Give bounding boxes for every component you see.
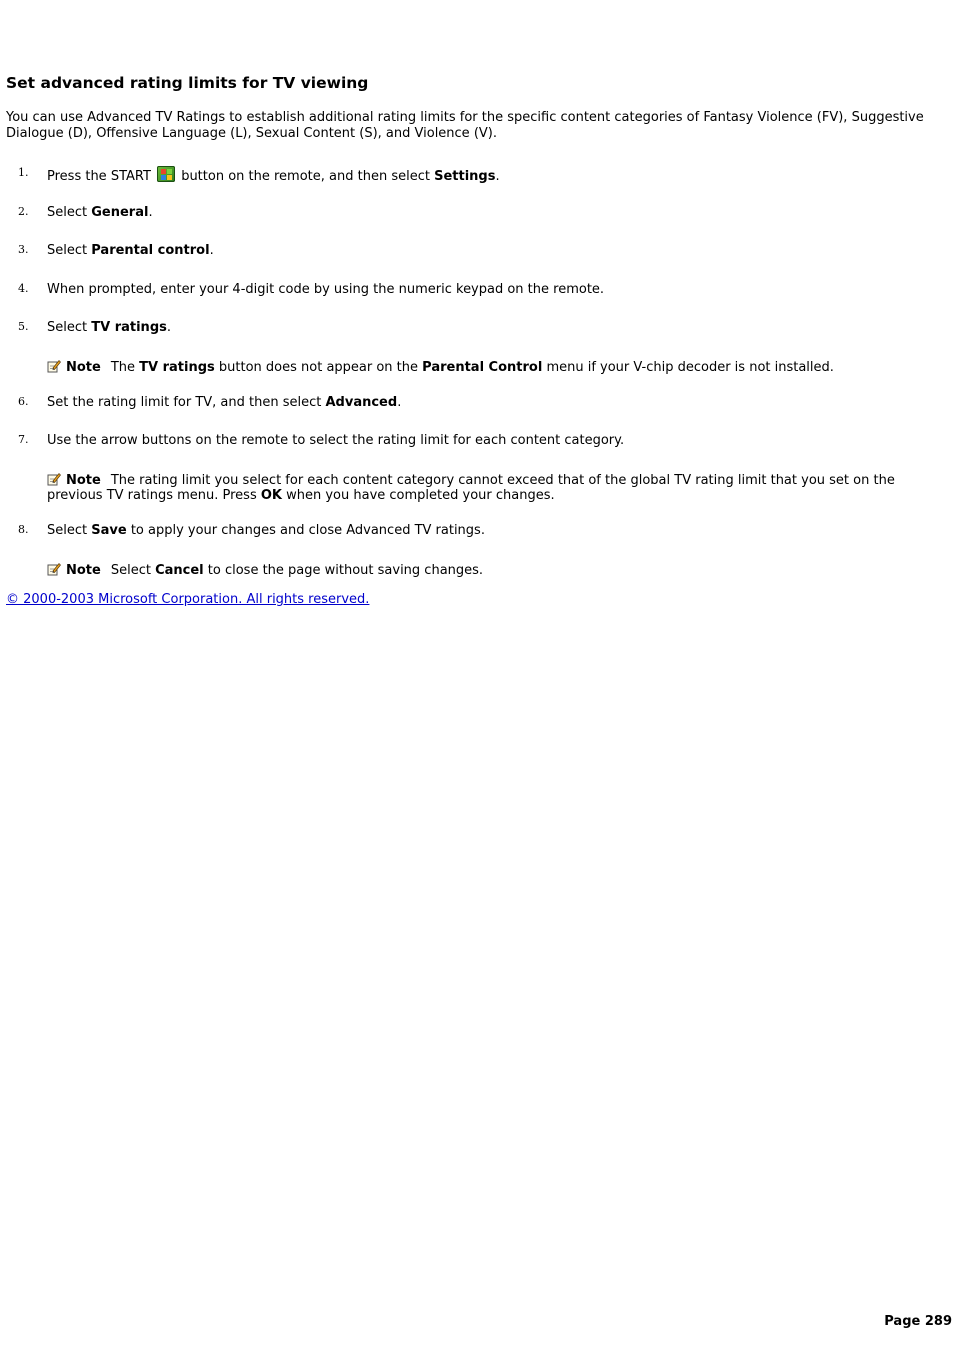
- note-bold-term: TV ratings: [139, 360, 215, 375]
- note-2: [47, 472, 942, 503]
- step-number: 4.: [18, 282, 29, 295]
- step-bold-term: General: [91, 205, 149, 220]
- step-text-part: .: [148, 205, 153, 220]
- note-text: when you have completed your changes.: [281, 488, 555, 503]
- step-text-part: Set the rating limit for TV, and then select: [47, 395, 326, 410]
- step-number: 8.: [18, 523, 29, 536]
- page-title: Set advanced rating limits for TV viewing: [6, 74, 369, 92]
- page-number: Page 289: [884, 1314, 952, 1329]
- step-text-part: .: [397, 395, 402, 410]
- note-bold-term: OK: [260, 488, 282, 503]
- step-bold-term: Parental control: [91, 243, 210, 258]
- step-bold-term: Settings: [434, 169, 496, 184]
- step-text: [47, 243, 214, 258]
- step-number: 7.: [18, 433, 29, 446]
- step-text-part: Press the START: [47, 169, 151, 184]
- step-text: [47, 205, 153, 220]
- note-text: Select: [110, 563, 156, 578]
- step-text-part: Select: [47, 320, 92, 335]
- step-text-part: Select: [47, 205, 92, 220]
- note-text: to close the page without saving changes.: [203, 563, 484, 578]
- step-2: [0, 205, 954, 223]
- step-text-part: to apply your changes and close Advanced TV ratings.: [126, 523, 485, 538]
- step-bold-term: Save: [91, 523, 127, 538]
- note-label: Note: [66, 473, 101, 488]
- step-number: 2.: [18, 205, 29, 218]
- step-number: 1.: [18, 166, 29, 179]
- step-text-part: Select: [47, 243, 92, 258]
- note-1: [47, 359, 942, 375]
- step-bold-term: TV ratings: [91, 320, 167, 335]
- note-pencil-icon: [47, 472, 61, 486]
- step-text-part: button on the remote, and then select: [177, 169, 435, 184]
- note-pencil-icon: [47, 359, 61, 373]
- step-text: [47, 166, 500, 184]
- step-6: [0, 395, 954, 413]
- step-1: [0, 166, 954, 184]
- step-4: [0, 282, 954, 300]
- step-text: [47, 523, 485, 538]
- step-number: 3.: [18, 243, 29, 256]
- note-text: The rating limit you select for each content category cannot exceed that of the global TV rating limit that you set on the previous TV ratings menu. Press: [47, 473, 895, 503]
- note-text: The: [110, 360, 140, 375]
- step-text: When prompted, enter your 4-digit code by using the numeric keypad on the remote.: [47, 282, 605, 297]
- step-number: 6.: [18, 395, 29, 408]
- note-text: menu if your V-chip decoder is not installed.: [542, 360, 834, 375]
- step-text-part: .: [166, 320, 171, 335]
- step-bold-term: Advanced: [325, 395, 398, 410]
- copyright-link[interactable]: © 2000-2003 Microsoft Corporation. All rights reserved.: [6, 592, 370, 607]
- note-label: Note: [66, 563, 101, 578]
- note-3: [47, 562, 942, 578]
- step-5: [0, 320, 954, 338]
- step-3: [0, 243, 954, 261]
- note-label: Note: [66, 360, 101, 375]
- step-text-part: .: [495, 169, 500, 184]
- step-text: Use the arrow buttons on the remote to select the rating limit for each content category.: [47, 433, 625, 448]
- step-8: [0, 523, 954, 541]
- windows-start-icon: [157, 166, 175, 182]
- step-text-part: Select: [47, 523, 92, 538]
- step-text: [47, 320, 171, 335]
- note-text: button does not appear on the: [214, 360, 423, 375]
- step-7: [0, 433, 954, 451]
- note-pencil-icon: [47, 562, 61, 576]
- step-number: 5.: [18, 320, 29, 333]
- note-bold-term: Parental Control: [422, 360, 543, 375]
- note-bold-term: Cancel: [155, 563, 204, 578]
- step-text-part: .: [209, 243, 214, 258]
- intro-paragraph: You can use Advanced TV Ratings to establish additional rating limits for the specific content categories of Fantasy Violence (FV), Suggestive Dialogue (D), Offensive Language (L), Sexual Content (S), and Violence (V).: [6, 110, 924, 141]
- step-text: [47, 395, 401, 410]
